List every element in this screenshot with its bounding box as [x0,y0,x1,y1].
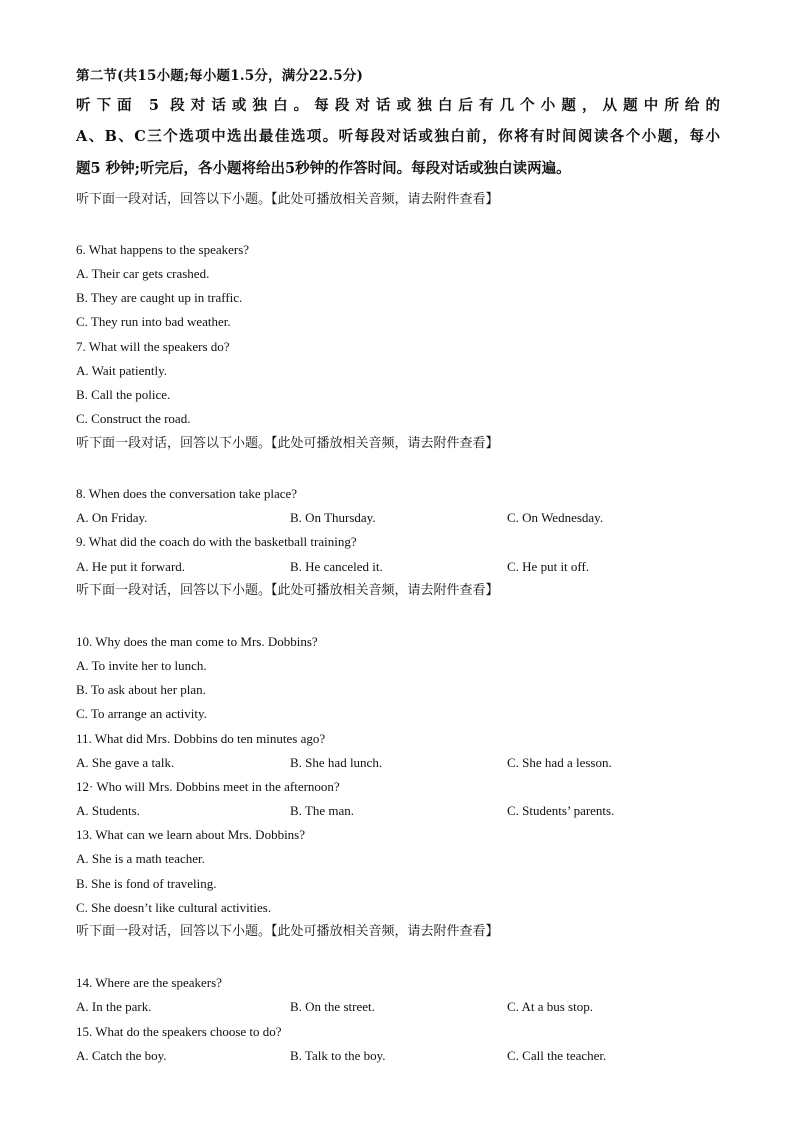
question-13-option-b: B. She is fond of traveling. [76,876,217,891]
audio-prompt-4: 听下面一段对话，回答以下小题。【此处可播放相关音频，请去附件查看】 [76,924,499,939]
question-14: 14. Where are the speakers? [76,975,222,990]
question-14-option-b: B. On the street. [290,999,375,1014]
question-12-option-c: C. Students’ parents. [507,803,615,818]
instructions-line-1: 听下面 5 段对话或独白。每段对话或独白后有几个小题，从题中所给的 [76,97,720,114]
question-8-options [76,510,736,526]
question-11-option-c: C. She had a lesson. [507,755,612,770]
question-9-option-a: A. He put it forward. [76,559,186,574]
question-15-option-c: C. Call the teacher. [507,1048,607,1063]
question-11-option-b: B. She had lunch. [290,755,383,770]
audio-prompt-1: 听下面一段对话，回答以下小题。【此处可播放相关音频，请去附件查看】 [76,192,499,207]
question-10-option-c: C. To arrange an activity. [76,706,207,721]
question-10: 10. Why does the man come to Mrs. Dobbins? [76,634,318,649]
question-9-options [76,559,736,575]
question-10-option-b: B. To ask about her plan. [76,682,206,697]
question-15: 15. What do the speakers choose to do? [76,1024,282,1039]
question-8-option-c: C. On Wednesday. [507,510,604,525]
question-8-option-a: A. On Friday. [76,510,148,525]
question-9-option-c: C. He put it off. [507,559,590,574]
question-9: 9. What did the coach do with the basketball training? [76,534,357,549]
question-12-option-b: B. The man. [290,803,355,818]
question-14-option-c: C. At a bus stop. [507,999,593,1014]
question-11-option-a: A. She gave a talk. [76,755,175,770]
instructions-line-2: A、B、C三个选项中选出最佳选项。听每段对话或独白前，你将有时间阅读各个小题，每小 [76,128,720,145]
question-12-option-a: A. Students. [76,803,140,818]
question-15-options [76,1048,736,1064]
question-15-option-b: B. Talk to the boy. [290,1048,386,1063]
question-14-options [76,999,736,1015]
question-6-option-b: B. They are caught up in traffic. [76,290,243,305]
question-6: 6. What happens to the speakers? [76,242,250,257]
audio-prompt-3: 听下面一段对话，回答以下小题。【此处可播放相关音频，请去附件查看】 [76,583,499,598]
question-13-option-a: A. She is a math teacher. [76,851,205,866]
question-6-option-c: C. They run into bad weather. [76,314,231,329]
question-8-option-b: B. On Thursday. [290,510,376,525]
question-15-option-a: A. Catch the boy. [76,1048,167,1063]
question-12-options [76,803,736,819]
question-9-option-b: B. He canceled it. [290,559,383,574]
question-13-option-c: C. She doesn’t like cultural activities. [76,900,272,915]
question-14-option-a: A. In the park. [76,999,152,1014]
section-heading: 第二节(共15小题;每小题1.5分，满分22.5分) [76,68,364,84]
question-11-options [76,755,736,771]
question-7-option-c: C. Construct the road. [76,411,191,426]
question-7-option-b: B. Call the police. [76,387,171,402]
question-8: 8. When does the conversation take place? [76,486,298,501]
audio-prompt-2: 听下面一段对话，回答以下小题。【此处可播放相关音频，请去附件查看】 [76,436,499,451]
question-11: 11. What did Mrs. Dobbins do ten minutes ago? [76,731,326,746]
question-12: 12· Who will Mrs. Dobbins meet in the afternoon? [76,779,340,794]
question-13: 13. What can we learn about Mrs. Dobbins? [76,827,306,842]
question-7-option-a: A. Wait patiently. [76,363,168,378]
question-6-option-a: A. Their car gets crashed. [76,266,210,281]
question-10-option-a: A. To invite her to lunch. [76,658,207,673]
question-7: 7. What will the speakers do? [76,339,230,354]
instructions-line-3: 题5 秒钟;听完后，各小题将给出5秒钟的作答时间。每段对话或独白读两遍。 [76,160,571,177]
